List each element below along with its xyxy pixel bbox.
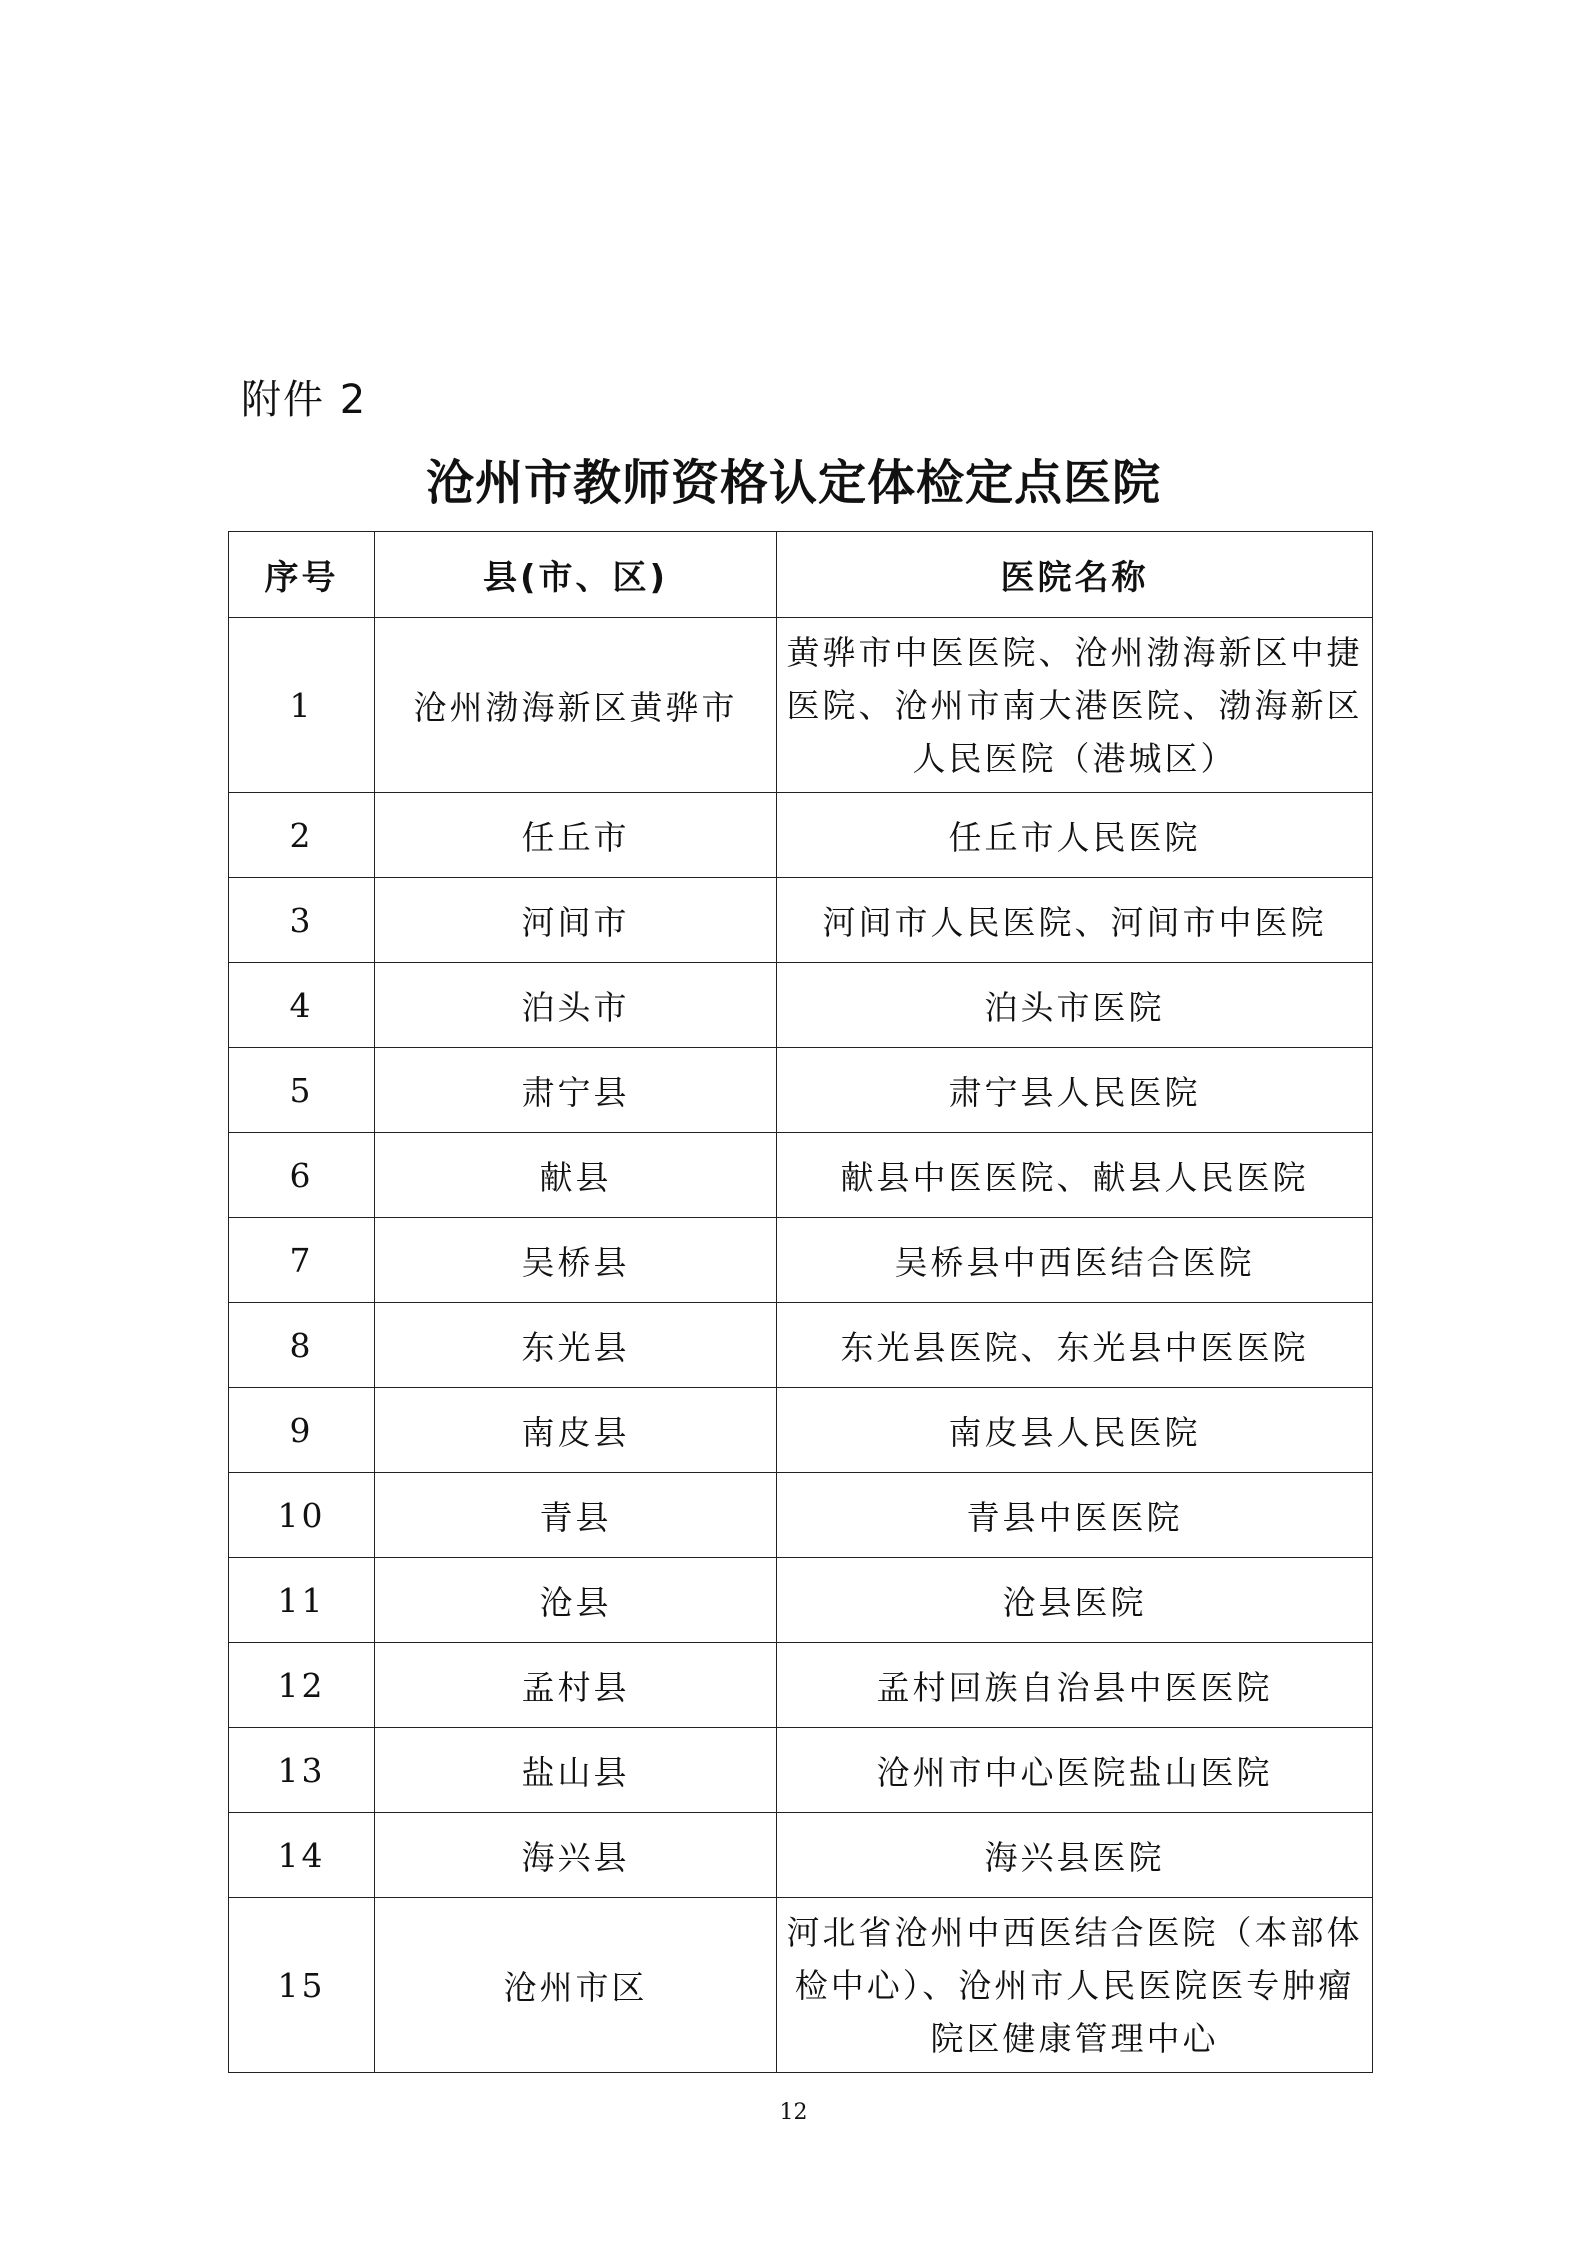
- county-cell: 河间市: [375, 878, 777, 963]
- row-number: 8: [229, 1303, 375, 1388]
- row-number: 15: [229, 1898, 375, 2073]
- hospital-cell: 献县中医医院、献县人民医院: [777, 1133, 1373, 1218]
- page-number: 12: [779, 2100, 808, 2125]
- table-row: [229, 1558, 1373, 1643]
- attachment-label: 附件 2: [241, 377, 368, 423]
- county-cell: 海兴县: [375, 1813, 777, 1898]
- county-cell: 泊头市: [375, 963, 777, 1048]
- row-number: 11: [229, 1558, 375, 1643]
- row-number: 3: [229, 878, 375, 963]
- county-cell: 东光县: [375, 1303, 777, 1388]
- table-row: [229, 1473, 1373, 1558]
- page-title: 沧州市教师资格认定体检定点医院: [425, 455, 1161, 511]
- row-number: 10: [229, 1473, 375, 1558]
- hospital-cell: 吴桥县中西医结合医院: [777, 1218, 1373, 1303]
- table-row: [229, 1813, 1373, 1898]
- table-row: [229, 1643, 1373, 1728]
- county-cell: 孟村县: [375, 1643, 777, 1728]
- county-cell: 吴桥县: [375, 1218, 777, 1303]
- row-number: 12: [229, 1643, 375, 1728]
- row-number: 6: [229, 1133, 375, 1218]
- hospital-cell: 孟村回族自治县中医医院: [777, 1643, 1373, 1728]
- hospital-cell: 泊头市医院: [777, 963, 1373, 1048]
- column-header-county: 县(市、区): [375, 532, 777, 618]
- hospital-cell: 海兴县医院: [777, 1813, 1373, 1898]
- county-cell: 青县: [375, 1473, 777, 1558]
- hospital-cell: 东光县医院、东光县中医医院: [777, 1303, 1373, 1388]
- hospital-cell: 河间市人民医院、河间市中医院: [777, 878, 1373, 963]
- hospital-cell: 黄骅市中医医院、沧州渤海新区中捷医院、沧州市南大港医院、渤海新区人民医院（港城区）: [777, 618, 1373, 793]
- county-cell: 南皮县: [375, 1388, 777, 1473]
- table-row: [229, 1048, 1373, 1133]
- county-cell: 沧县: [375, 1558, 777, 1643]
- table-row: [229, 793, 1373, 878]
- hospital-table: [228, 531, 1373, 2073]
- hospital-cell: 南皮县人民医院: [777, 1388, 1373, 1473]
- county-cell: 肃宁县: [375, 1048, 777, 1133]
- table-row: [229, 1898, 1373, 2073]
- table-row: [229, 1133, 1373, 1218]
- table-header-row: [229, 532, 1373, 618]
- hospital-cell: 任丘市人民医院: [777, 793, 1373, 878]
- row-number: 14: [229, 1813, 375, 1898]
- table-row: [229, 963, 1373, 1048]
- row-number: 13: [229, 1728, 375, 1813]
- table-row: [229, 1218, 1373, 1303]
- hospital-cell: 肃宁县人民医院: [777, 1048, 1373, 1133]
- row-number: 4: [229, 963, 375, 1048]
- hospital-cell: 沧州市中心医院盐山医院: [777, 1728, 1373, 1813]
- table-row: [229, 878, 1373, 963]
- hospital-cell: 河北省沧州中西医结合医院（本部体检中心）、沧州市人民医院医专肿瘤院区健康管理中心: [777, 1898, 1373, 2073]
- table-row: [229, 1728, 1373, 1813]
- row-number: 2: [229, 793, 375, 878]
- county-cell: 任丘市: [375, 793, 777, 878]
- row-number: 9: [229, 1388, 375, 1473]
- hospital-cell: 沧县医院: [777, 1558, 1373, 1643]
- table-row: [229, 618, 1373, 793]
- table-row: [229, 1303, 1373, 1388]
- county-cell: 献县: [375, 1133, 777, 1218]
- table-row: [229, 1388, 1373, 1473]
- hospital-cell: 青县中医医院: [777, 1473, 1373, 1558]
- row-number: 1: [229, 618, 375, 793]
- county-cell: 盐山县: [375, 1728, 777, 1813]
- row-number: 5: [229, 1048, 375, 1133]
- column-header-no: 序号: [229, 532, 375, 618]
- county-cell: 沧州市区: [375, 1898, 777, 2073]
- county-cell: 沧州渤海新区黄骅市: [375, 618, 777, 793]
- row-number: 7: [229, 1218, 375, 1303]
- column-header-hospital: 医院名称: [777, 532, 1373, 618]
